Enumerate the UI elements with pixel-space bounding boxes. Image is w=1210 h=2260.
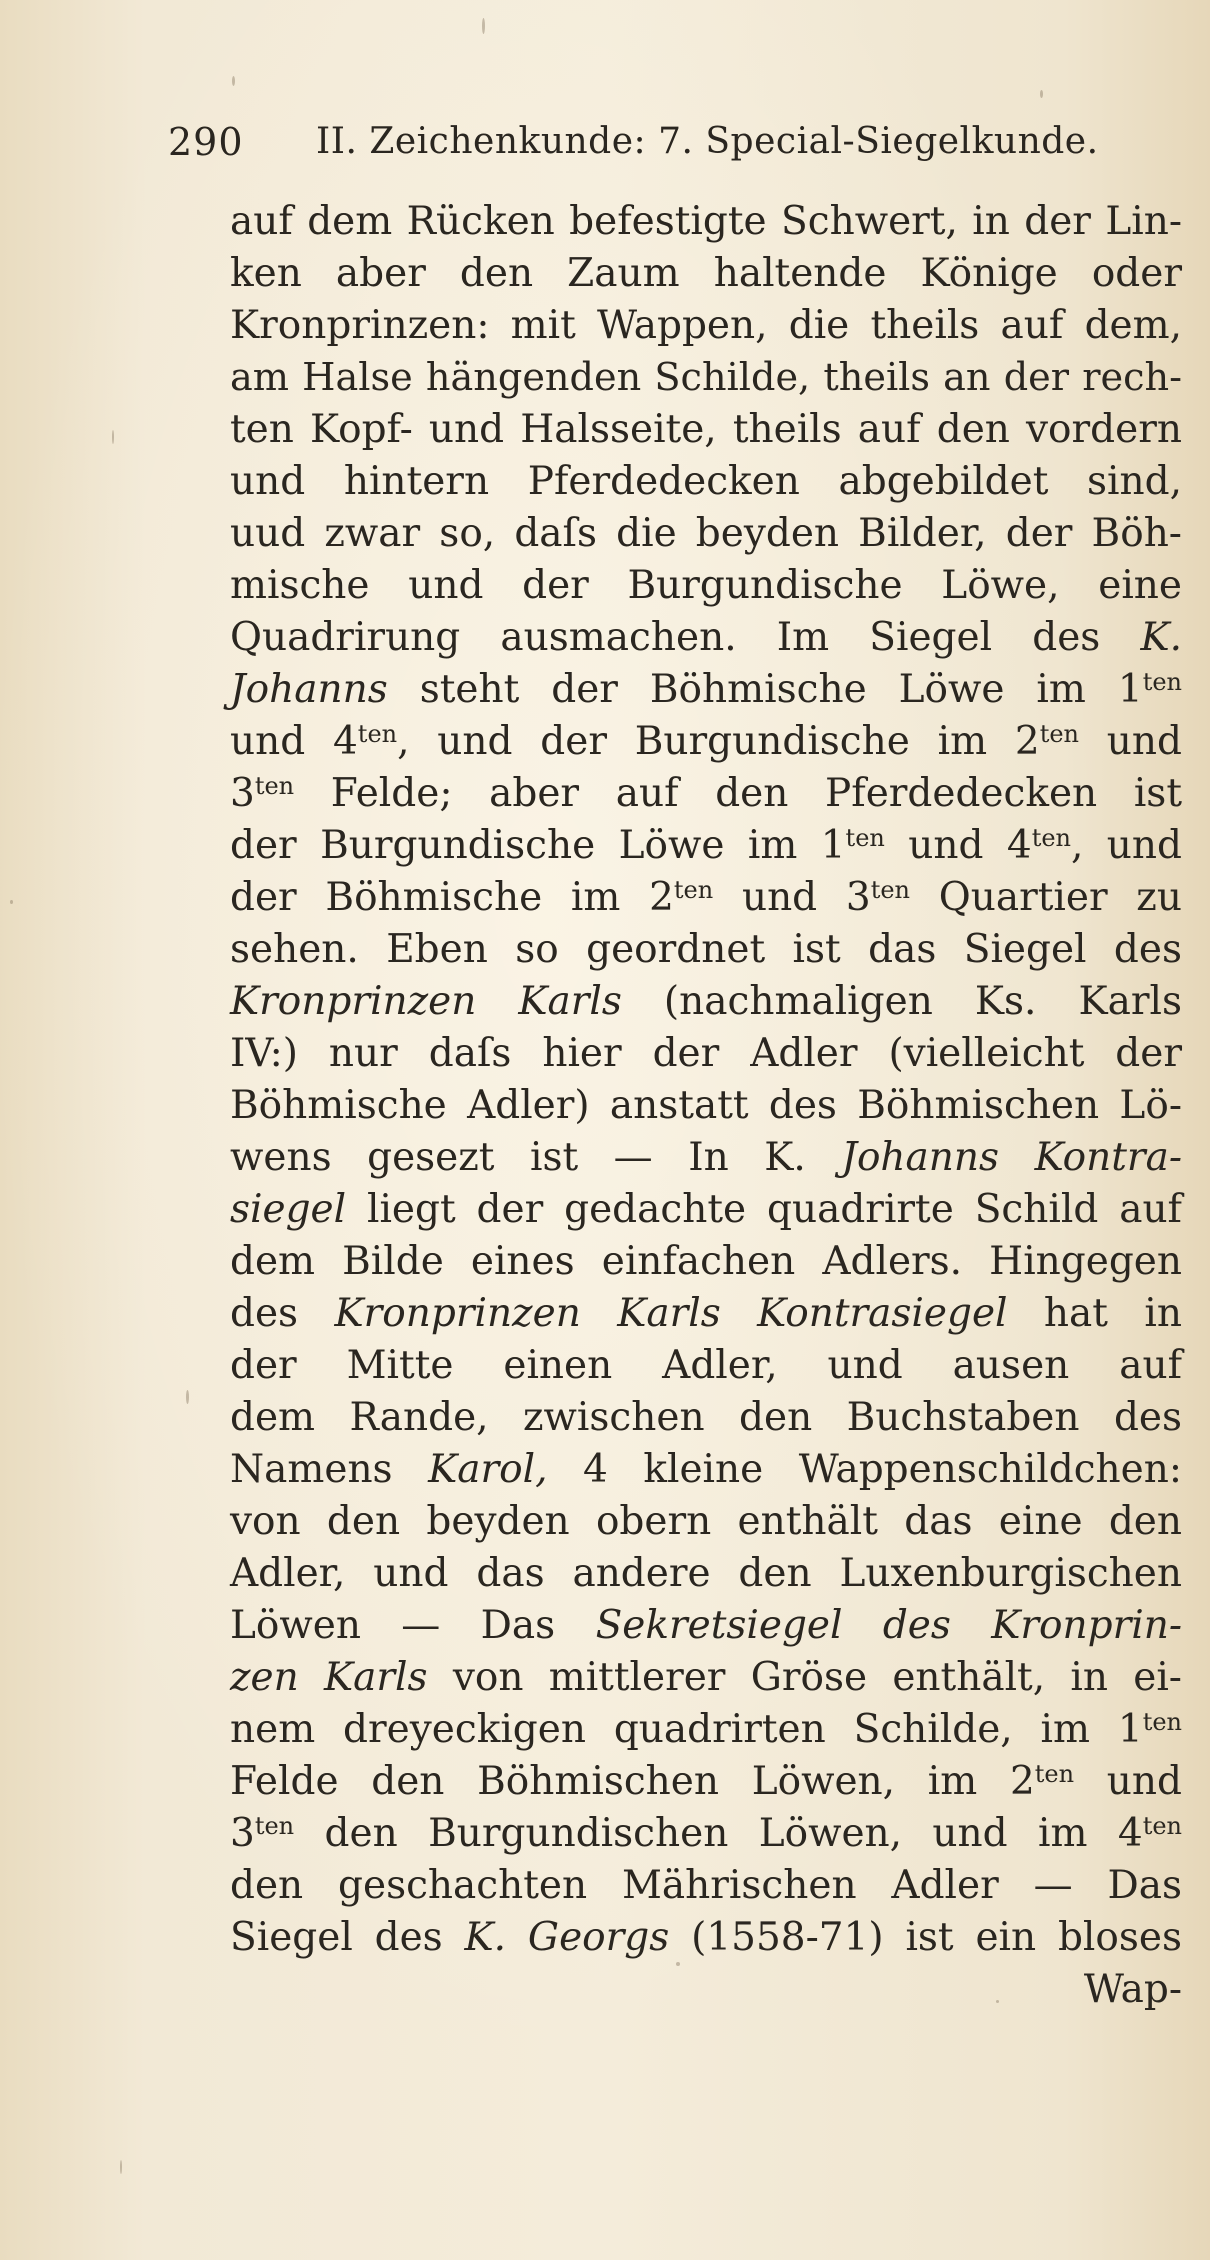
text-segment: von mittlerer Gröse enthält, in ei- [427,1655,1182,1700]
paper-speck [482,18,485,34]
text-segment: auf dem Rücken befestigte Schwert, in der Lin- [230,199,1182,244]
text-segment: dem Rande, zwischen den Buchstaben des [230,1395,1182,1440]
text-line [230,1964,1182,2016]
italic-text: Kronprinzen Karls Kontrasiegel [334,1291,1008,1336]
text-line [230,1912,1182,1964]
text-segment: von den beyden obern enthält das eine den [230,1499,1182,1544]
text-segment: Quartier zu [910,875,1182,920]
text-segment: und 4 [884,823,1032,868]
text-segment: der Mitte einen Adler, und ausen auf [230,1343,1182,1388]
text-segment: (nachmaligen Ks. Karls [621,979,1182,1024]
text-segment: und 4 [230,719,358,764]
text-segment: der Böhmische im 2 [230,875,674,920]
italic-text: Johanns [230,667,388,712]
text-line [230,1132,1182,1184]
text-segment: Wap- [1083,1967,1182,2012]
text-line [230,1808,1182,1860]
text-segment: nem dreyeckigen quadrirten Schilde, im 1 [230,1707,1143,1752]
text-segment: liegt der gedachte quadrirte Schild auf [346,1187,1182,1232]
text-segment: Siegel des [230,1915,465,1960]
text-line [230,300,1182,352]
text-segment: mische und der Burgundische Löwe, eine [230,563,1182,608]
text-line [230,1184,1182,1236]
text-line [230,352,1182,404]
text-segment: Adler, und das andere den Luxenburgischen [230,1551,1182,1596]
italic-text: K. [1140,615,1182,660]
italic-text: Johanns Kontra- [841,1135,1182,1180]
text-segment: Löwen — Das [230,1603,596,1648]
text-line [230,1704,1182,1756]
superscript: ten [845,824,885,852]
italic-text: Kronprinzen Karls [230,979,622,1024]
text-segment: dem Bilde eines einfachen Adlers. Hingegen [230,1239,1182,1284]
text-segment: ten Kopf- und Halsseite, theils auf den vordern [230,407,1182,452]
text-segment: wens gesezt ist — In K. [230,1135,842,1180]
paper-speck [186,1390,189,1404]
text-segment: am Halse hängenden Schilde, theils an der rech- [230,356,1182,400]
text-segment: uud zwar so, daſs die beyden Bilder, der Böh- [230,511,1182,556]
text-segment: und [1074,1759,1182,1804]
superscript: ten [1142,668,1182,696]
superscript: ten [1031,824,1071,852]
text-line [230,1080,1182,1132]
text-segment: und hintern Pferdedecken abgebildet sind, [230,459,1182,504]
paper-speck [10,900,13,904]
text-line [230,612,1182,664]
text-segment: ken aber den Zaum haltende Könige oder [230,251,1182,296]
superscript: ten [1142,1812,1182,1840]
text-line [230,196,1182,248]
text-line [230,1392,1182,1444]
text-segment: IV:) nur daſs hier der Adler (vielleicht der [230,1031,1182,1076]
text-line [230,768,1182,820]
text-line [230,1288,1182,1340]
text-segment: hat in [1007,1291,1182,1336]
paper-speck [112,430,114,444]
italic-text: siegel [230,1187,347,1232]
text-segment: des [230,1291,335,1336]
superscript: ten [870,876,910,904]
italic-text: K. Georgs [464,1915,670,1960]
text-segment: den geschachten Mährischen Adler — Das [230,1863,1182,1908]
page-header [168,112,1099,172]
body-text [230,196,1182,2016]
text-segment: und 3 [713,875,871,920]
text-segment: , und [1071,823,1183,868]
text-segment: Böhmische Adler) anstatt des Böhmischen Lö- [230,1083,1182,1128]
text-line [230,976,1182,1028]
text-line [230,1756,1182,1808]
superscript: ten [357,720,398,748]
text-line [230,820,1182,872]
text-line [230,1340,1182,1392]
text-segment: den Burgundischen Löwen, und im 4 [294,1811,1143,1856]
italic-text: Karol, [428,1447,548,1492]
superscript: ten [1039,720,1079,748]
text-line [230,1444,1182,1496]
text-segment: Quadrirung ausmachen. Im Siegel des [230,615,1141,660]
italic-text: Sekretsiegel des Kronprin- [595,1603,1182,1648]
paper-speck [232,76,235,86]
italic-text: zen Karls [230,1655,428,1700]
text-segment: (1558-71) ist ein bloses [669,1915,1182,1960]
text-line [230,924,1182,976]
text-line [230,404,1182,456]
page-number: 290 [168,120,244,164]
superscript: ten [673,876,714,904]
text-segment: steht der Böhmische Löwe im 1 [387,667,1143,712]
paper-speck [120,2160,122,2174]
text-segment: und [1079,719,1182,764]
text-segment: Kronprinzen: mit Wappen, die theils auf dem, [230,303,1182,348]
superscript: ten [1142,1708,1182,1736]
text-line [230,1652,1182,1704]
text-segment: Namens [230,1447,429,1492]
text-line [230,664,1182,716]
text-segment: sehen. Eben so geordnet ist das Siegel des [230,927,1182,972]
paper-speck [1040,90,1043,98]
running-head: II. Zeichenkunde: 7. Special-Siegelkunde. [316,121,1099,162]
text-segment: Felde den Böhmischen Löwen, im 2 [230,1759,1035,1804]
text-line [230,1600,1182,1652]
superscript: ten [254,1812,295,1840]
text-line [230,248,1182,300]
text-segment: 3 [230,1811,255,1856]
text-line [230,456,1182,508]
text-line [230,1860,1182,1912]
text-segment: der Burgundische Löwe im 1 [230,823,846,868]
superscript: ten [254,772,295,800]
text-line [230,1028,1182,1080]
text-segment: 4 kleine Wappenschildchen: [547,1447,1183,1492]
text-line [230,872,1182,924]
text-line [230,1496,1182,1548]
text-segment: , und der Burgundische im 2 [397,719,1040,764]
text-segment: Felde; aber auf den Pferdedecken ist [294,771,1182,816]
text-line [230,1236,1182,1288]
text-line [230,508,1182,560]
text-line [230,560,1182,612]
text-segment: 3 [230,771,255,816]
text-line [230,1548,1182,1600]
superscript: ten [1034,1760,1075,1788]
text-line [230,716,1182,768]
